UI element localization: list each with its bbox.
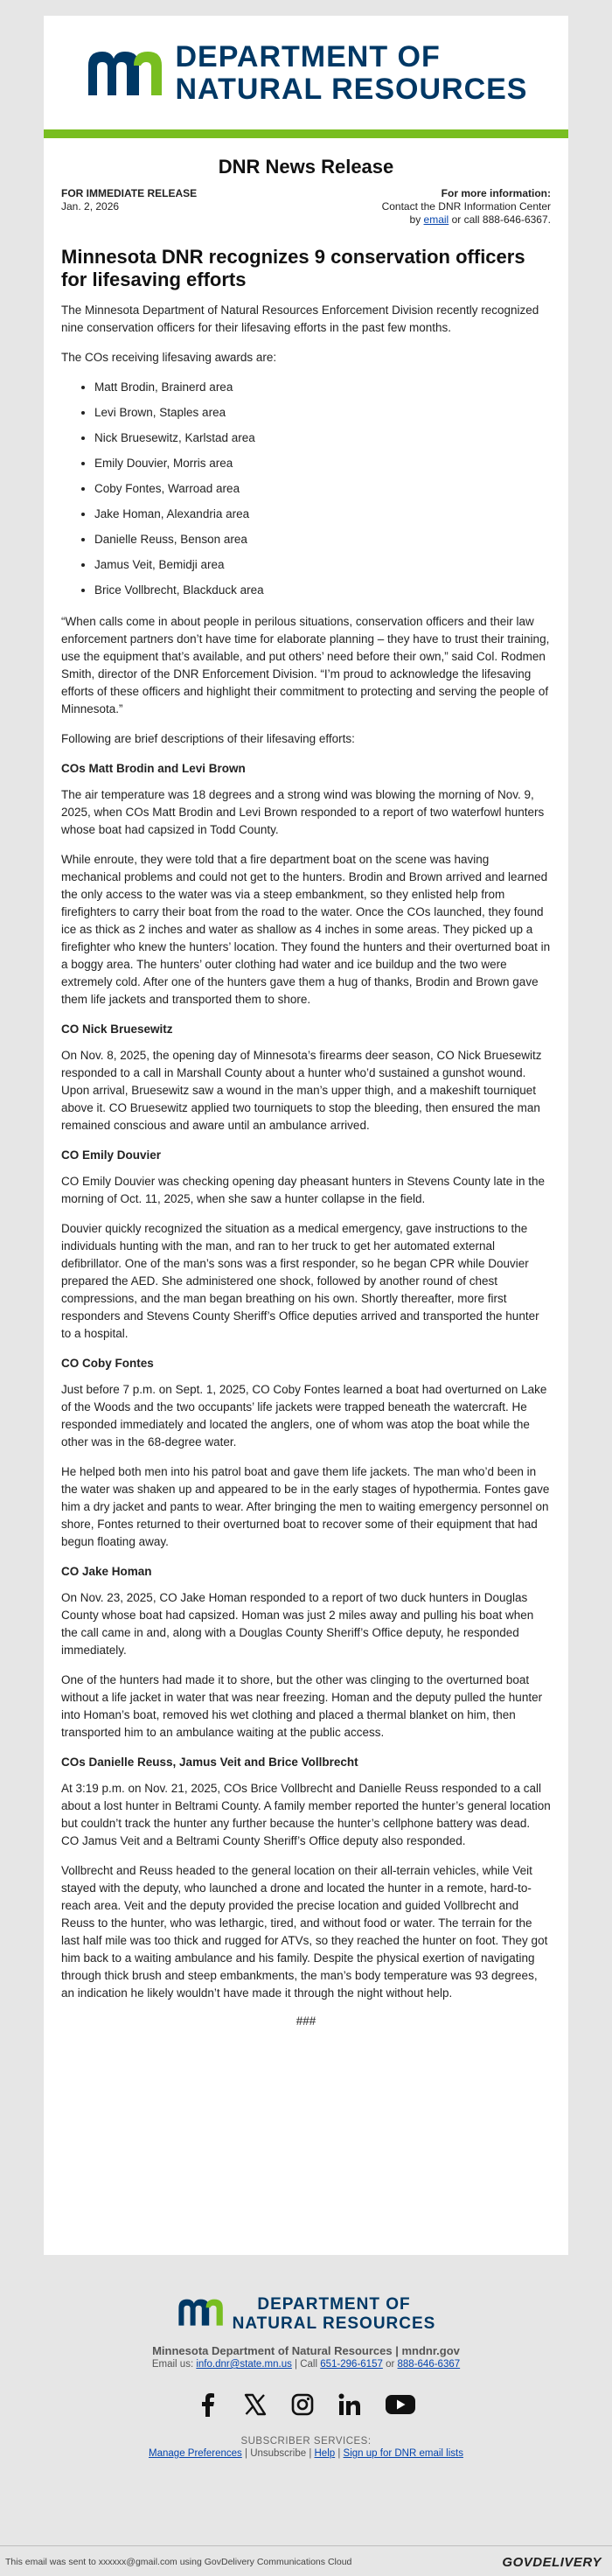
director-quote: “When calls come in about people in perilous situations, conservation officers and their law enforcement partners don’t have time for elaborate planning – they have to trust their training, use the equipment that’s available, and put others’ need before their own,” said Col. Rodmen Smith, director of the DNR Enforcement Division. “I’m proud to acknowledge the lifesaving efforts of these officers and highlight their commitment to protecting and serving the people of Minnesota.” [61,615,550,716]
list-item: • Coby Fontes, Warroad area [94,480,551,498]
or-label: or [386,2359,395,2370]
unsubscribe-link[interactable]: Unsubscribe [250,2448,307,2459]
section-paragraph: On Nov. 23, 2025, CO Jake Homan responded to a report of two duck hunters in Douglas County whose boat had capsized. Homan was just 2 miles away and pulling his boat when the call came in and, along with a Douglas County Sheriff’s Office deputy, he responded immediately. [61,1591,534,1657]
footer-brand-line-1: DEPARTMENT OF [257,2295,411,2314]
info-title: For more information: [441,187,551,199]
manage-preferences-link[interactable]: Manage Preferences [149,2448,242,2459]
footer-org: Minnesota Department of Natural Resources | mndnr.gov [152,2344,460,2357]
section-heading: COs Danielle Reuss, Jamus Veit and Brice Vollbrecht [61,1756,358,1769]
brand-line-1: DEPARTMENT OF [175,39,441,73]
release-date-block [61,187,197,227]
section-paragraph: Just before 7 p.m. on Sept. 1, 2025, CO Coby Fontes learned a boat had overturned on Lake of the Woods and the two occupants’ life jackets were trapped beneath the watercraft. He responded immediately and located the anglers, one of whom was atop the boat while the other was in the 68-degree water. [61,1383,547,1449]
release-date: Jan. 2, 2026 [61,200,120,213]
efforts-intro: Following are brief descriptions of their lifesaving efforts: [61,732,355,745]
release-meta [44,187,568,227]
facebook-icon[interactable] [196,2392,220,2417]
info-by: by [409,213,421,226]
help-link[interactable]: Help [314,2448,336,2459]
for-release-label: FOR IMMEDIATE RELEASE [61,187,198,199]
section-paragraph: While enroute, they were told that a fire department boat on the scene was having mechanical problems and could not get to the hunters. Brodin and Brown arrived and learned the only access to the water was via a steep embankment, so they enlisted help from firefighters to carry their boat from the road to the water. Once the COs launched, they found ice as thick as 2 inches and water as shallow as 4 inches in some areas. They picked up a firefighter who knew the hunters’ location. They found the hunters and their overturned boat in a boggy area. The hunters’ outer clothing had water and ice buildup and the two were extremely cold. After one of the hunters gave them a hug of thanks, Brodin and Brown gave them life jackets and transported them to shore. [61,853,551,1006]
list-item: • Brice Vollbrecht, Blackduck area [94,582,551,599]
footer [44,2296,568,2459]
footer-phone-1[interactable]: 651-296-6157 [320,2359,383,2370]
govdelivery-logo[interactable]: GOVDELIVERY [502,2554,602,2570]
youtube-icon[interactable] [385,2392,416,2417]
subscriber-links: Manage Preferences | Unsubscribe | Help | Sign up for DNR email lists [149,2448,463,2459]
section-heading: CO Coby Fontes [61,1357,154,1370]
footer-logo[interactable] [44,2296,568,2332]
delivery-notice: This email was sent to xxxxxx@gmail.com using GovDelivery Communications Cloud [5,2557,352,2567]
article-body [44,246,568,2028]
list-item: • Jake Homan, Alexandria area [94,506,551,523]
footer-phone-2[interactable]: 888-646-6367 [397,2359,461,2370]
list-item: • Matt Brodin, Brainerd area [94,379,551,396]
list-item: • Jamus Veit, Bemidji area [94,556,551,574]
email-label: Email us: [151,2359,194,2370]
list-item: • Nick Bruesewitz, Karlstad area [94,429,551,447]
footer-brand-line-2: NATURAL RESOURCES [232,2314,436,2333]
social-links [44,2392,568,2417]
info-contact: Contact the DNR Information Center [381,200,551,213]
list-item: • Danielle Reuss, Benson area [94,531,551,548]
email-card [44,16,568,2255]
info-block [382,187,551,227]
section-heading: COs Matt Brodin and Levi Brown [61,762,246,775]
section-paragraph: At 3:19 p.m. on Nov. 21, 2025, COs Brice Vollbrecht and Danielle Reuss responded to a call about a lost hunter in Beltrami County. A family member reported the hunter’s general location but couldn’t track the hunter any further because the hunter’s cellphone battery was dead. CO Jamus Veit and a Beltrami County Sheriff’s Office deputy also responded. [61,1782,551,1847]
section-paragraph: One of the hunters had made it to shore, but the other was clinging to the overturned boat without a life jacket in water that was near freezing. Homan and the deputy pulled the hunter into Homan’s boat, removed his wet clothing and placed a thermal blanket on him, then transported him to an ambulance waiting at the public access. [61,1673,543,1739]
bottom-divider [0,2545,612,2546]
section-paragraph: CO Emily Douvier was checking opening day pheasant hunters in Stevens County late in the morning of Oct. 11, 2025, when she saw a hunter collapse in the field. [61,1175,546,1205]
mn-logo-icon [177,2296,224,2332]
section-paragraph: Vollbrecht and Reuss headed to the general location on their all-terrain vehicles, while Veit stayed with the deputy, who launched a drone and located the hunter in a remote, hard-to-reach area. Veit and the deputy provided the precise location and guided Vollbrecht and Reuss to the hunter, who was lethargic, tired, and without food or water. The terrain for the last half mile was too thick and rugged for ATVs, so they reached the hunter on foot. They got him back to a waiting ambulance and his family. Despite the physical exertion of navigating through thick brush and steep embankments, the man’s body temperature was 93 degrees, an indication he likely wouldn’t have made it through the night without help. [61,1864,548,2000]
x-icon[interactable] [243,2392,268,2417]
section-paragraph: On Nov. 8, 2025, the opening day of Minnesota’s firearms deer season, CO Nick Bruesewitz responded to a call in Marshall County about a hunter who’d sustained a gunshot wound. Upon arrival, Bruesewitz saw a wound in the man’s upper thigh, and a makeshift tourniquet above it. CO Bruesewitz applied two tourniquets to stop the bleeding, then ensured the man remained conscious and aware until an ambulance arrived. [61,1049,542,1132]
article-headline: Minnesota DNR recognizes 9 conservation officers for lifesaving efforts [61,246,525,290]
footer-wordmark [233,2296,436,2332]
awardee-list [61,379,551,599]
mn-logo-icon [85,46,163,99]
delivery-bar [0,2552,612,2573]
linkedin-icon[interactable] [337,2392,362,2417]
call-label: Call [300,2359,318,2370]
signup-link[interactable]: Sign up for DNR email lists [343,2448,463,2459]
info-phone: or call 888-646-6367. [451,213,551,226]
footer-contact: Email us: info.dnr@state.mn.us | Call 651-296-6157 or 888-646-6367 [151,2359,461,2370]
brand-line-2: NATURAL RESOURCES [175,72,528,106]
dnr-wordmark [175,39,528,106]
subscriber-services-title: SUBSCRIBER SERVICES: [240,2436,372,2447]
section-paragraph: Douvier quickly recognized the situation as a medical emergency, gave instructions to the individuals hunting with the man, and ran to her truck to get her automated external defibrillator. One of the man’s sons was a first responder, so he began CPR while Douvier prepared the AED. She administered one shock, followed by another round of chest compressions, and the man began breathing on his own. Shortly thereafter, more first responders and Stevens County Sheriff’s Office deputies arrived and transported the hunter to a hospital. [61,1222,539,1340]
list-item: • Levi Brown, Staples area [94,404,551,422]
end-mark: ### [296,2014,316,2028]
release-title: DNR News Release [218,156,394,178]
green-divider [44,129,568,138]
section-heading: CO Emily Douvier [61,1148,162,1162]
section-paragraph: He helped both men into his patrol boat and gave them life jackets. The man who’d been in the water was shaken up and appeared to be in the early stages of hypothermia. Fontes gave him a dry jacket and pants to wear. After bringing the men to waiting emergency personnel on shore, Fontes returned to their overturned boat to recover some of their equipment that had begun floating away. [61,1465,550,1548]
footer-email-link[interactable]: info.dnr@state.mn.us [196,2359,292,2370]
dnr-header-logo[interactable] [44,16,568,129]
section-paragraph: The air temperature was 18 degrees and a strong wind was blowing the morning of Nov. 9, 2025, when COs Matt Brodin and Levi Brown responded to a report of two waterfowl hunters whose boat had capsized in Todd County. [61,788,545,836]
instagram-icon[interactable] [290,2392,315,2417]
section-heading: CO Nick Bruesewitz [61,1023,173,1036]
section-heading: CO Jake Homan [61,1565,152,1578]
list-intro: The COs receiving lifesaving awards are: [61,351,277,364]
list-item: • Emily Douvier, Morris area [94,455,551,472]
intro-paragraph: The Minnesota Department of Natural Resources Enforcement Division recently recognized nine conservation officers for their lifesaving efforts in the past few months. [61,304,539,334]
info-email-link[interactable]: email [423,213,449,226]
